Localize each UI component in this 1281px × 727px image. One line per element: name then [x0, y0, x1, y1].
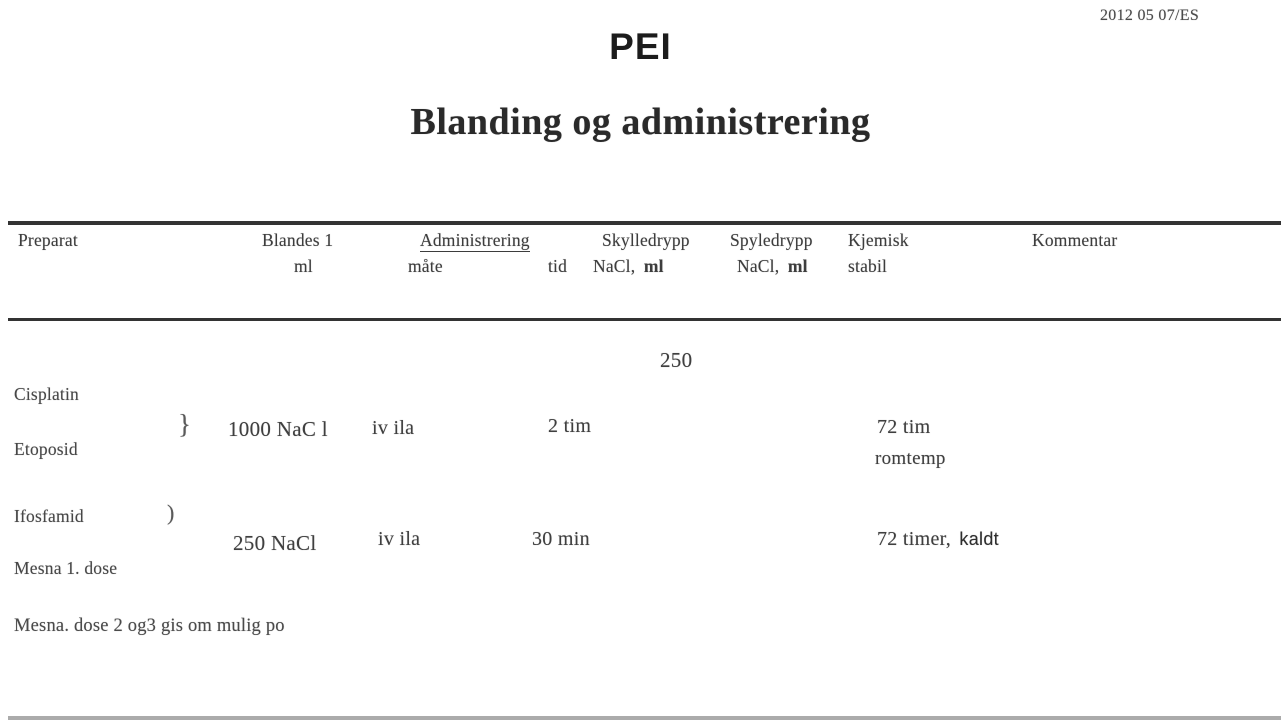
row2-stabil-value: 72 timer, kaldt	[877, 528, 999, 550]
row2-brace: )	[167, 500, 175, 525]
row1-drug-cisplatin: Cisplatin	[14, 384, 79, 404]
header-bottom-rule	[8, 318, 1281, 321]
spyledrypp-ml-bold: ml	[787, 256, 808, 276]
row1-maate-value: iv ila	[372, 417, 415, 439]
column-subheader-maate: måte	[408, 256, 443, 276]
row2-blandes-value: 250 NaCl	[233, 531, 317, 555]
column-header-blandes: Blandes 1	[262, 230, 334, 250]
column-subheader-spyledrypp-nacl: NaCl, ml	[737, 256, 808, 276]
table-top-rule	[8, 221, 1281, 225]
column-header-kommentar: Kommentar	[1032, 230, 1118, 250]
column-header-kjemisk: Kjemisk	[848, 230, 909, 250]
row1-drug-etoposid: Etoposid	[14, 439, 78, 459]
row1-tid-value: 2 tim	[548, 415, 592, 437]
row2-maate-value: iv ila	[378, 528, 421, 550]
page-subtitle: Blanding og administrering	[410, 101, 871, 143]
column-subheader-skylledrypp-nacl: NaCl, ml	[593, 256, 664, 276]
column-subheader-blandes-ml: ml	[294, 256, 313, 276]
column-header-preparat: Preparat	[18, 230, 78, 250]
row1-brace: }	[178, 409, 191, 439]
row2-tid-value: 30 min	[532, 528, 590, 550]
skylledrypp-ml-bold: ml	[643, 256, 664, 276]
table-footnote: Mesna. dose 2 og3 gis om mulig po	[14, 616, 285, 636]
row1-skylledrypp-value: 250	[660, 348, 693, 372]
page-title: PEI	[609, 26, 672, 67]
column-header-skylledrypp: Skylledrypp	[602, 230, 690, 250]
table-bottom-rule	[8, 716, 1281, 720]
column-header-spyledrypp: Spyledrypp	[730, 230, 813, 250]
column-subheader-stabil: stabil	[848, 256, 888, 276]
column-subheader-tid: tid	[548, 256, 568, 276]
date-reference: 2012 05 07/ES	[1100, 7, 1200, 24]
column-header-administrering: Administrering	[420, 230, 530, 250]
row1-stabil-romtemp: romtemp	[875, 448, 946, 469]
row1-stabil-value: 72 tim	[877, 416, 931, 438]
row1-blandes-value: 1000 NaC l	[228, 417, 328, 441]
row2-stabil-kaldt: kaldt	[959, 529, 999, 549]
row2-drug-mesna: Mesna 1. dose	[14, 558, 118, 578]
row2-drug-ifosfamid: Ifosfamid	[14, 506, 84, 526]
